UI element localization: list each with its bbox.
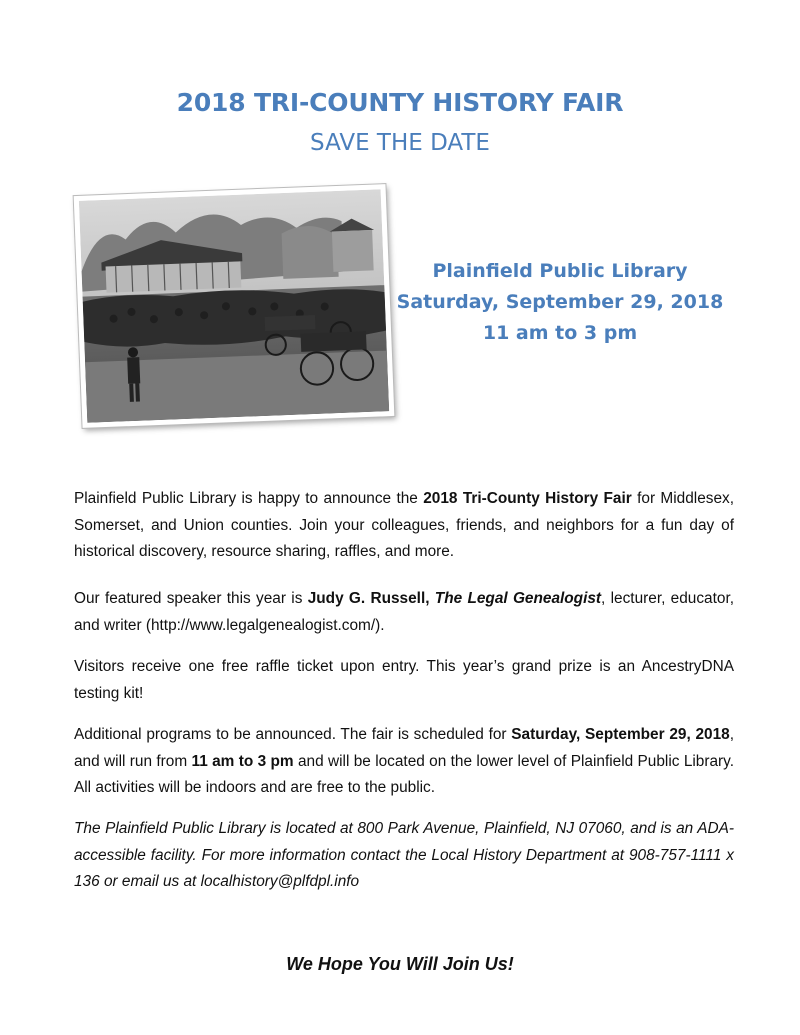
speaker-title: The Legal Genealogist: [434, 590, 602, 607]
raffle-text: Visitors receive one free raffle ticket upon entry. This year’s grand prize is an AncestryDNA testing kit!: [74, 658, 734, 702]
schedule-text-3: and will be located on the lower level of Plainfield Public Library. All activities will be indoors and are free to the public.: [74, 752, 734, 796]
speaker-text-2: , lecturer, educator, and writer (http://www.legalgenealogist.com/).: [74, 590, 734, 634]
schedule-text-1: Additional programs to be announced. The fair is scheduled for: [74, 726, 512, 743]
announcement-paragraph: [74, 486, 734, 566]
schedule-paragraph: [74, 722, 734, 802]
schedule-text-2: , and will run from: [74, 726, 734, 770]
event-details: [390, 256, 730, 349]
contact-paragraph: [74, 816, 734, 896]
page-subtitle: SAVE THE DATE: [310, 130, 490, 156]
schedule-time: 11 am to 3 pm: [191, 752, 294, 770]
speaker-paragraph: [74, 586, 734, 639]
page-title: 2018 TRI-COUNTY HISTORY FAIR: [176, 88, 624, 117]
photo-image: [79, 189, 389, 422]
schedule-date: Saturday, September 29, 2018: [511, 726, 730, 743]
contact-text: The Plainfield Public Library is located at 800 Park Avenue, Plainfield, NJ 07060, and is an ADA-accessible facility. For more information contact the Local History Department at 908-757-1111 x 136 or email us at localhistory@plfdpl.info: [74, 820, 734, 890]
announcement-text-1: Plainfield Public Library is happy to announce the: [74, 490, 424, 507]
speaker-name: Judy G. Russell,: [307, 590, 435, 607]
historic-fairground-photo: [74, 184, 395, 428]
speaker-text-1: Our featured speaker this year is: [74, 590, 308, 607]
closing-line: We Hope You Will Join Us!: [286, 954, 514, 974]
fair-name: 2018 Tri-County History Fair: [423, 490, 632, 507]
event-time: 11 am to 3 pm: [482, 322, 638, 344]
announcement-text-2: for Middlesex, Somerset, and Union counties. Join your colleagues, friends, and neighbors for a fun day of historical discovery, resource sharing, raffles, and more.: [74, 490, 734, 560]
event-date: Saturday, September 29, 2018: [396, 291, 724, 313]
event-location: Plainfield Public Library: [432, 260, 688, 282]
raffle-paragraph: [74, 654, 734, 707]
